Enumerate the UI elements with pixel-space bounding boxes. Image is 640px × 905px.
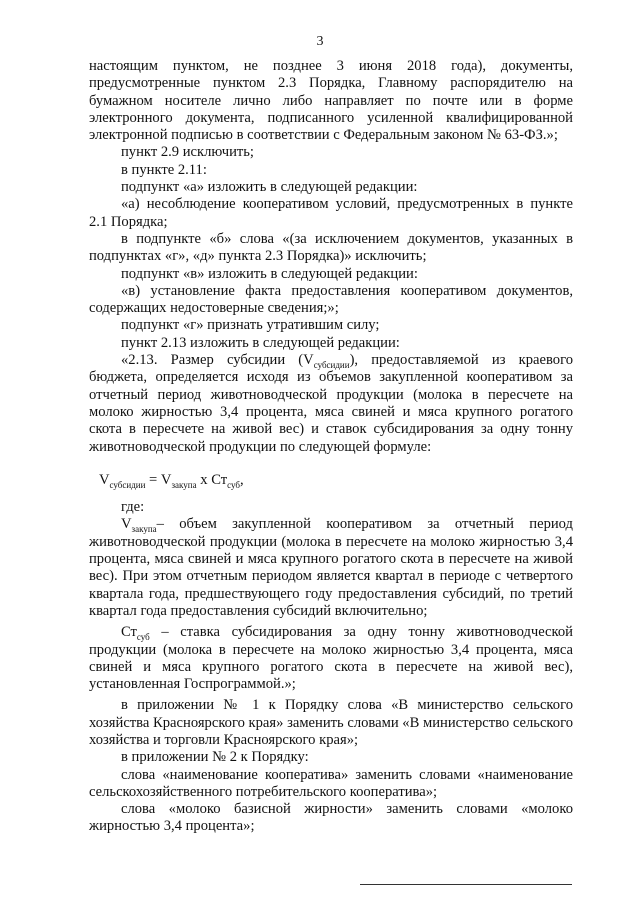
paragraph-appendix-1: в приложении № 1 к Порядку слова «В министерство сельского хозяйства Красноярского края» заменить словами «В министерство сельского хозяйства и торговли Красноярского края»; bbox=[89, 697, 573, 748]
paragraph-subitem-b: в подпункте «б» слова «(за исключением документов, указанных в подпунктах «г», «д» пункта 2.3 Порядка)» исключить; bbox=[89, 230, 573, 265]
subscript: закупа bbox=[171, 479, 197, 490]
paragraph-item-2-9: пункт 2.9 исключить; bbox=[121, 144, 254, 161]
paragraph-item-2-13: пункт 2.13 изложить в следующей редакции: bbox=[121, 334, 400, 351]
subscript: закупа bbox=[131, 524, 157, 535]
paragraph-where: где: bbox=[121, 499, 145, 516]
formula-op: х Ст bbox=[196, 471, 228, 488]
paragraph-subitem-v-text: «в) установление факта предоставления кооперативом документов, содержащих недостоверные сведения;»; bbox=[89, 282, 573, 317]
paragraph-subitem-a-text: «а) несоблюдение кооперативом условий, предусмотренных в пункте 2.1 Порядка; bbox=[89, 196, 573, 230]
definition-text: – ставка субсидирования за одну тонну животноводческой продукции (молока в пересчете на молоко жирностью 3,4 процента, мяса свиней и мяса крупного рогатого скота в пересчете на живой вес), установленная Госпрограммой.»; bbox=[89, 624, 573, 693]
subscript: суб bbox=[227, 479, 240, 490]
formula-end: , bbox=[239, 471, 244, 488]
text-fragment: «2.13. Размер субсидии (V bbox=[121, 352, 314, 369]
paragraph-appendix-2: в приложении № 2 к Порядку: bbox=[121, 749, 309, 766]
paragraph-subitem-v: подпункт «в» изложить в следующей редакции: bbox=[121, 265, 418, 282]
paragraph-replace-2: слова «молоко базисной жирности» заменить словами «молоко жирностью 3,4 процента»; bbox=[89, 801, 573, 835]
subscript: субсидии bbox=[313, 359, 350, 370]
bottom-rule bbox=[360, 884, 572, 885]
paragraph-replace-1: слова «наименование кооператива» заменить словами «наименование сельскохозяйственного потребительского кооператива»; bbox=[89, 766, 573, 800]
definition-v-zakupa bbox=[89, 516, 573, 620]
definition-st-sub bbox=[89, 624, 573, 693]
formula-var: V bbox=[99, 471, 110, 488]
formula-var: V bbox=[121, 516, 132, 533]
text-fragment: ), предоставляемой из краевого бюджета, определяется исходя из объемов закупленной кооперативом за отчетный период животноводческой продукции (молока в пересчете на молоко жирностью 3,4 процента, мяса свиней и мяса крупного рогатого скота в пересчете на живой вес) и ставок субсидирования за одну тонну животноводческой продукции по следующей формуле: bbox=[89, 352, 573, 455]
paragraph-continuation: настоящим пунктом, не позднее 3 июня 2018 года), документы, предусмотренные пунктом 2.3 Порядка, Главному распорядителю на бумажном носителе лично либо направляет по почте или в форме электронного документа, подписанного усиленной квалифицированной электронной подписью в соответствии с Федеральным законом № 63-ФЗ.»; bbox=[89, 58, 573, 144]
document-body bbox=[89, 58, 573, 836]
formula-op: = V bbox=[145, 471, 172, 488]
paragraph-item-2-11: в пункте 2.11: bbox=[121, 161, 207, 178]
formula-var: Ст bbox=[121, 624, 137, 641]
subscript: суб bbox=[136, 632, 150, 643]
paragraph-item-2-13-text bbox=[89, 352, 573, 456]
page-number: 3 bbox=[316, 34, 324, 49]
formula bbox=[89, 472, 573, 489]
definition-text: – объем закупленной кооперативом за отчетный период животноводческой продукции (молока в пересчете на молоко жирностью 3,4 процента, мяса свиней и мяса крупного рогатого скота в пересчете на живой вес). При этом отчетным периодом является квартал в периоде с четвертого квартала года, предшествующего году предоставления субсидий, по третий квартал года предоставления субсидий включительно; bbox=[89, 516, 573, 619]
subscript: субсидии bbox=[109, 479, 146, 490]
paragraph-subitem-a: подпункт «а» изложить в следующей редакции: bbox=[121, 179, 418, 196]
paragraph-subitem-g: подпункт «г» признать утратившим силу; bbox=[121, 317, 380, 334]
